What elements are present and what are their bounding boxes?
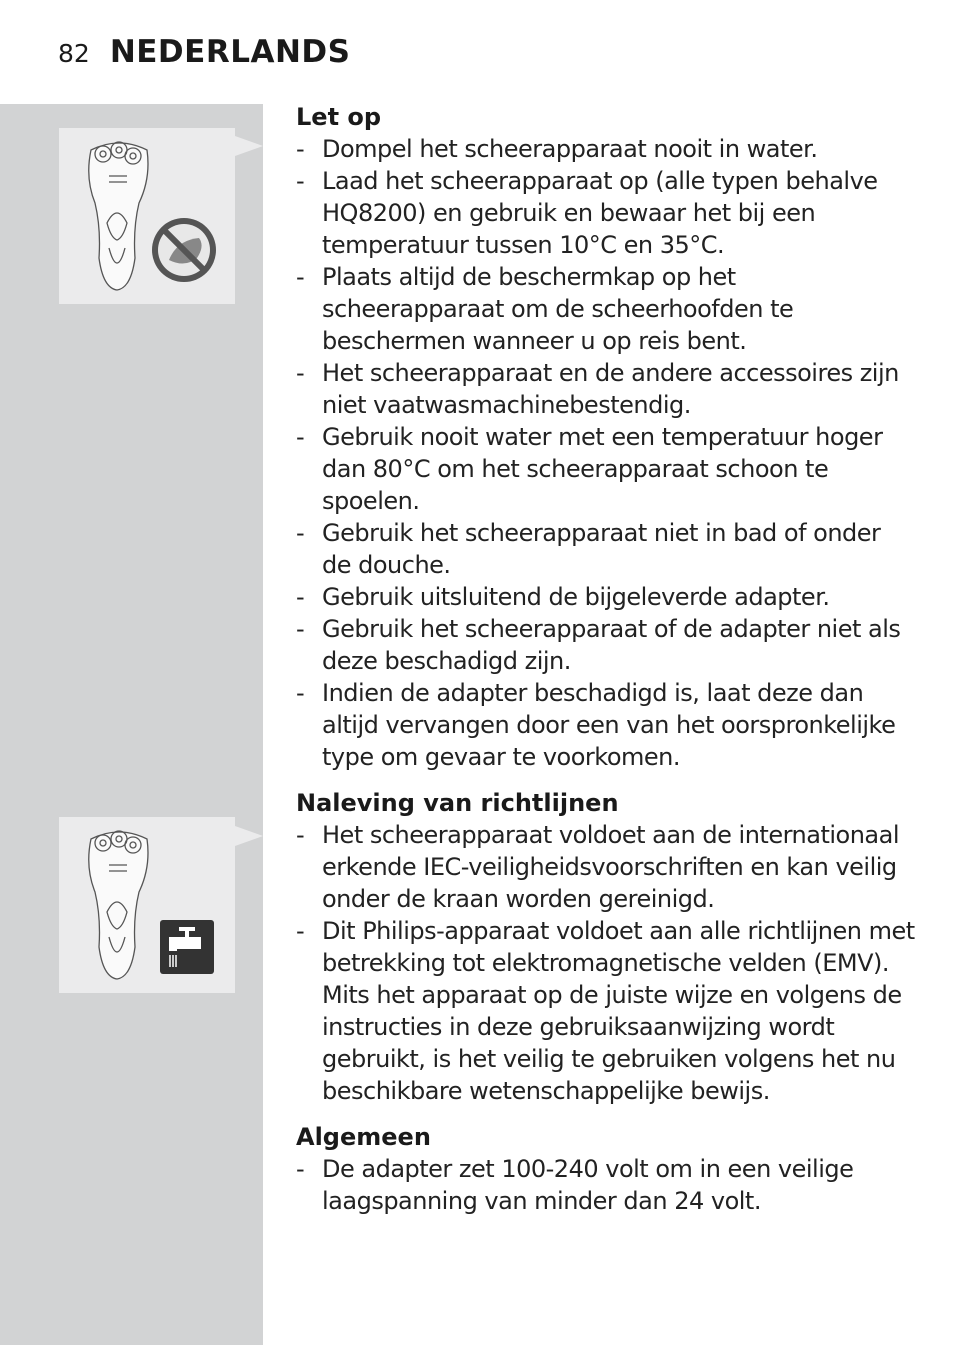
- list-item: - Dompel het scheerapparaat nooit in water.: [296, 133, 916, 165]
- page-number: 82: [58, 39, 90, 68]
- list: [296, 133, 916, 773]
- list-item: - Gebruik het scheerapparaat of de adapter niet als deze beschadigd zijn.: [296, 613, 916, 677]
- list-item: - Laad het scheerapparaat op (alle typen behalve HQ8200) en gebruik en bewaar het bij een temperatuur tussen 10°C en 35°C.: [296, 165, 916, 261]
- shaver-no-water-icon: [59, 128, 235, 304]
- list-item: - Plaats altijd de beschermkap op het scheerapparaat om de scheerhoofden te beschermen wanneer u op reis bent.: [296, 261, 916, 357]
- list-item: - Gebruik nooit water met een temperatuur hoger dan 80°C om het scheerapparaat schoon te spoelen.: [296, 421, 916, 517]
- list: [296, 1153, 916, 1217]
- figure-tap-rinse: [59, 817, 235, 993]
- list-item: - Het scheerapparaat voldoet aan de internationaal erkende IEC-veiligheidsvoorschriften en kan veilig onder de kraan worden gereinigd.: [296, 819, 916, 915]
- language-heading: NEDERLANDS: [109, 34, 351, 70]
- main-content: [296, 101, 916, 1217]
- figure-pointer: [235, 136, 263, 156]
- section-title: Algemeen: [296, 1123, 431, 1151]
- section-algemeen: [296, 1121, 916, 1217]
- list-item: - Dit Philips-apparaat voldoet aan alle richtlijnen met betrekking tot elektromagnetische velden (EMV). Mits het apparaat op de juiste wijze en volgens de instructies in deze gebruiksaanwijzing wordt gebruikt, is het veilig te gebruiken volgens het nu beschikbare wetenschappelijke bewijs.: [296, 915, 916, 1107]
- list-item: - De adapter zet 100-240 volt om in een veilige laagspanning van minder dan 24 volt.: [296, 1153, 916, 1217]
- list: [296, 819, 916, 1107]
- list-item: - Gebruik het scheerapparaat niet in bad of onder de douche.: [296, 517, 916, 581]
- shaver-tap-icon: [59, 817, 235, 993]
- section-title: Let op: [296, 103, 382, 131]
- list-item: - Indien de adapter beschadigd is, laat deze dan altijd vervangen door een van het oorspronkelijke type om gevaar te voorkomen.: [296, 677, 916, 773]
- figure-pointer: [235, 826, 263, 846]
- figure-no-water-immersion: [59, 128, 235, 304]
- section-let-op: [296, 101, 916, 773]
- section-title: Naleving van richtlijnen: [296, 789, 619, 817]
- section-naleving: [296, 787, 916, 1107]
- list-item: - Het scheerapparaat en de andere accessoires zijn niet vaatwasmachinebestendig.: [296, 357, 916, 421]
- page-header: [58, 34, 350, 74]
- list-item: - Gebruik uitsluitend de bijgeleverde adapter.: [296, 581, 916, 613]
